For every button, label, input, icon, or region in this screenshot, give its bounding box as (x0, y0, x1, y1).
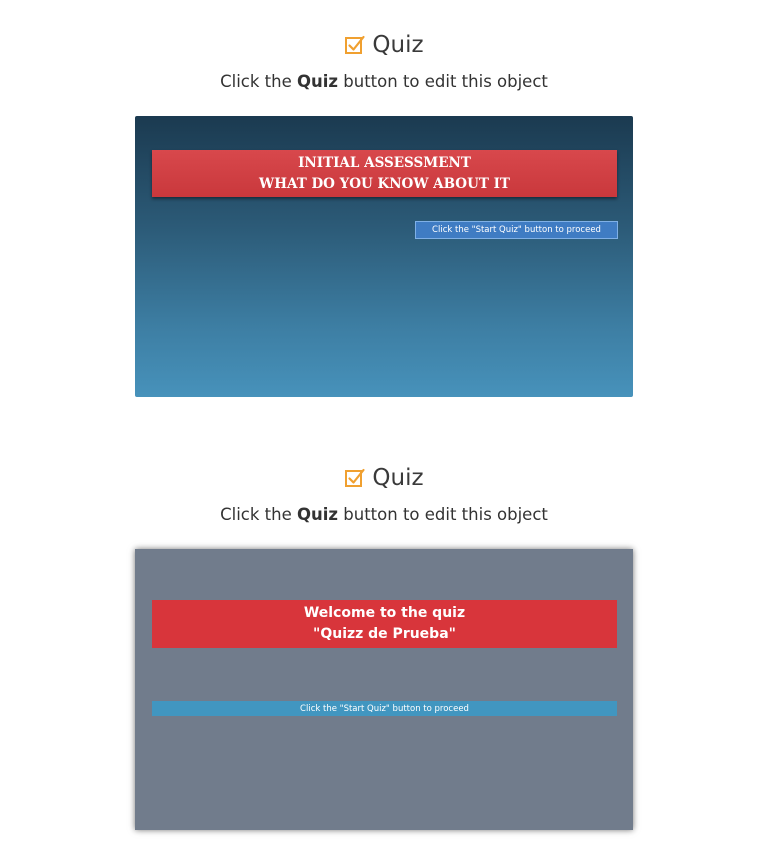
quiz-instruction (0, 72, 768, 91)
quiz-heading (0, 461, 768, 495)
instruction-suffix: button to edit this object (343, 505, 548, 524)
quiz-slide-preview[interactable] (135, 549, 633, 830)
quiz-heading-label: Quiz (372, 32, 424, 58)
banner-line-2: WHAT DO YOU KNOW ABOUT IT (259, 175, 510, 192)
proceed-hint: Click the "Start Quiz" button to proceed (415, 221, 618, 239)
quiz-heading-label: Quiz (372, 465, 424, 491)
checkbox-checked-icon (344, 34, 366, 56)
banner-line-1: Welcome to the quiz (303, 605, 466, 621)
banner-line-1: INITIAL ASSESSMENT (298, 154, 471, 171)
title-banner (152, 600, 617, 648)
banner-line-2: "Quizz de Prueba" (313, 626, 456, 642)
instruction-suffix: button to edit this object (343, 72, 548, 91)
proceed-hint: Click the "Start Quiz" button to proceed (152, 701, 617, 716)
quiz-slide-preview[interactable] (135, 116, 633, 397)
quiz-heading (0, 28, 768, 62)
instruction-prefix: Click the (220, 505, 292, 524)
checkbox-checked-icon (344, 467, 366, 489)
instruction-prefix: Click the (220, 72, 292, 91)
quiz-instruction (0, 505, 768, 524)
instruction-quiz-bold: Quiz (296, 72, 339, 91)
instruction-quiz-bold: Quiz (296, 505, 339, 524)
title-banner (152, 150, 617, 197)
